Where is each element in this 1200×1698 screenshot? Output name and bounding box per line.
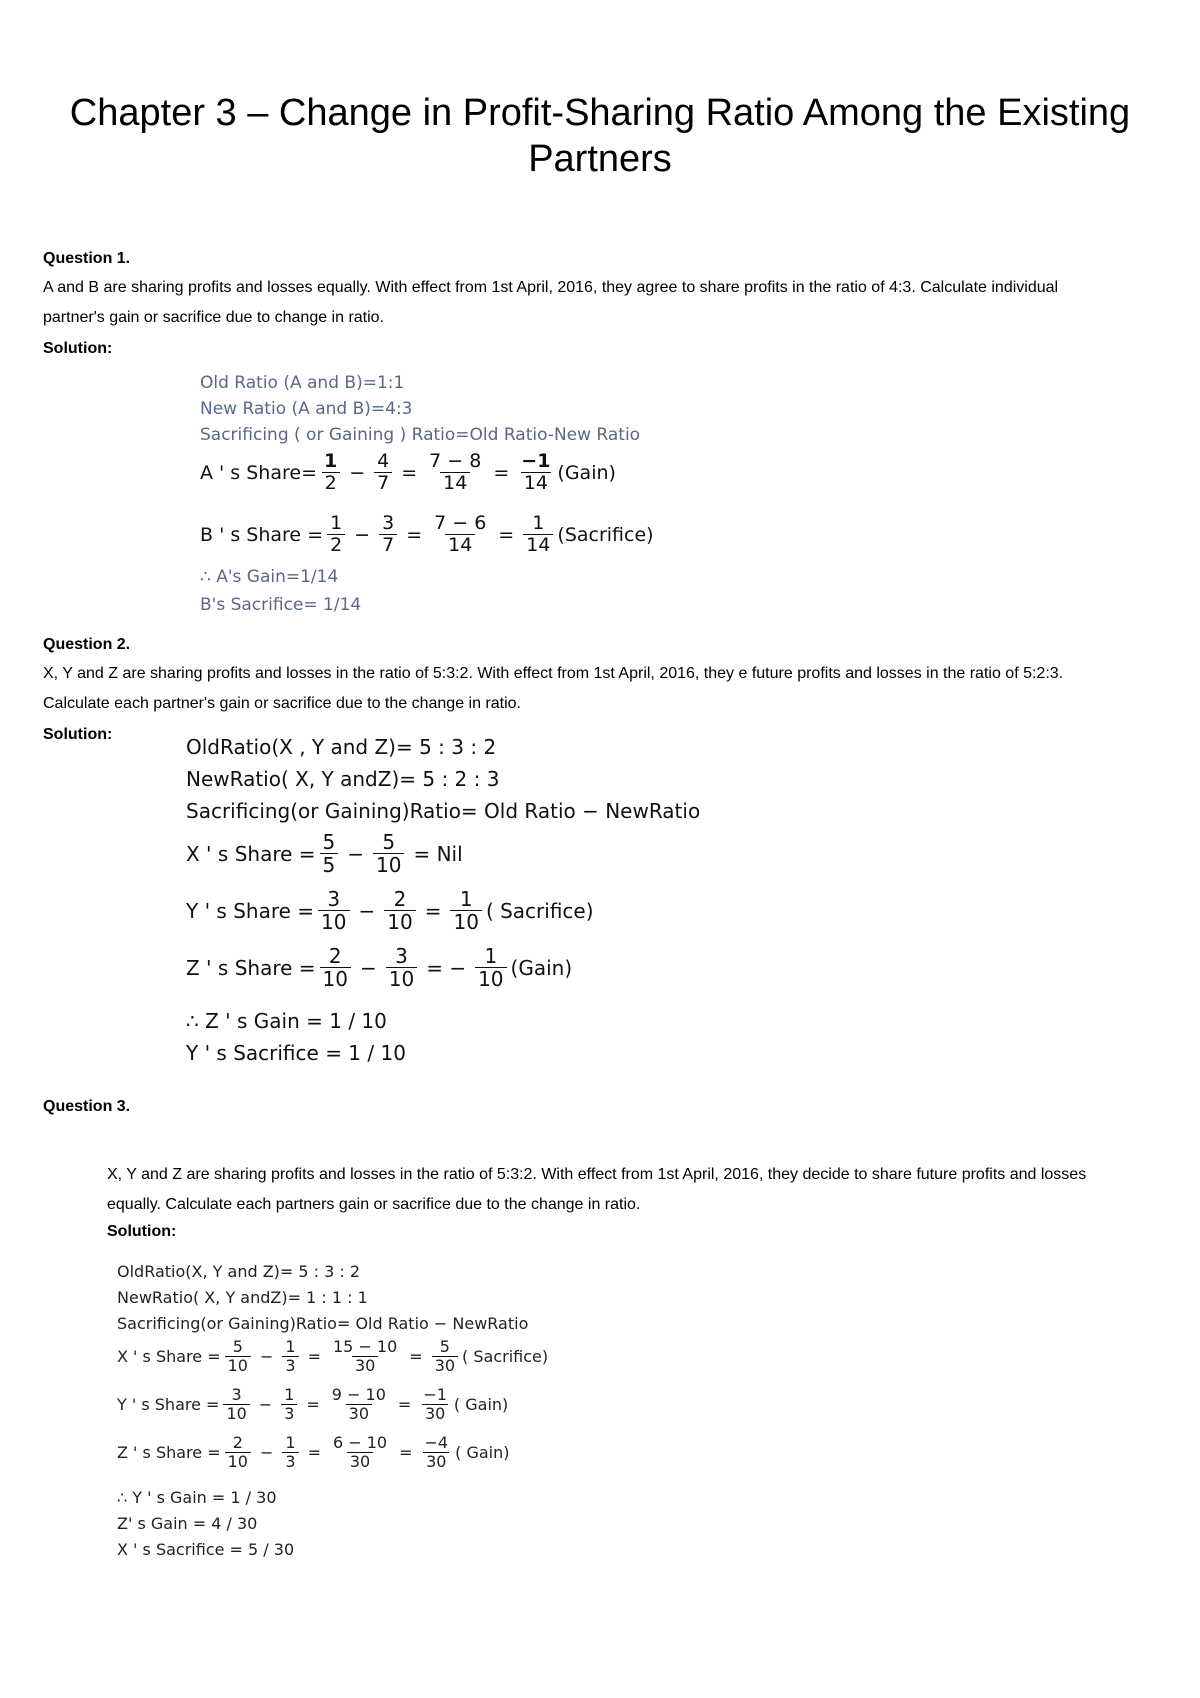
fraction: $\frac{1}{14}$ xyxy=(523,513,553,557)
fraction: $\frac{3}{10}$ xyxy=(223,1386,249,1423)
new-ratio-line: NewRatio( X, Y andZ)= 5 : 2 : 3 xyxy=(186,767,500,791)
old-ratio-line: OldRatio(X, Y and Z)= 5 : 3 : 2 xyxy=(117,1262,361,1281)
fraction: $\frac{5}{10}$ xyxy=(373,831,404,877)
x-share-equation: X ' s Share = $\frac{5}{10}$ − $\frac{1}{3}$ = $\frac{15 - 10}{30}$ = $\frac{5}{30}$ ( Sacrifice) xyxy=(117,1337,549,1375)
new-ratio-line: NewRatio( X, Y andZ)= 1 : 1 : 1 xyxy=(117,1288,368,1307)
fraction: $\frac{5}{30}$ xyxy=(432,1338,458,1375)
question-3-solution-label: Solution: xyxy=(107,1223,177,1240)
fraction: $\frac{-1}{14}$ xyxy=(521,450,551,494)
y-gain-conclusion: ∴ Y ' s Gain = 1 / 30 xyxy=(117,1488,277,1507)
sacrificing-ratio-line: Sacrificing ( or Gaining ) Ratio=Old Ratio-New Ratio xyxy=(200,425,641,445)
fraction: $\frac{2}{10}$ xyxy=(384,888,415,934)
fraction: $\frac{-1}{30}$ xyxy=(423,1385,447,1423)
z-share-equation: Z ' s Share = $\frac{2}{10}$ − $\frac{3}{10}$ = − $\frac{1}{10}$ (Gain) xyxy=(186,944,573,991)
b-share-lhs: B ' s Share = xyxy=(200,523,324,546)
x-share-equation: X ' s Share = $\frac{5}{5}$ − $\frac{5}{10}$ = Nil xyxy=(186,830,463,877)
question-1-text: A and B are sharing profits and losses equally. With effect from 1st April, 2016, they agree to share profits in the ratio of 4:3. Calculate individual partner's gain or sacrifice due to change in ratio. xyxy=(43,279,1059,326)
fraction: $\frac{5}{5}$ xyxy=(320,831,339,877)
y-share-equation: Y ' s Share = $\frac{3}{10}$ − $\frac{2}{10}$ = $\frac{1}{10}$ ( Sacrifice) xyxy=(186,887,594,934)
fraction: $\frac{3}{10}$ xyxy=(318,888,349,934)
b-sacrifice-conclusion: B's Sacrifice= 1/14 xyxy=(200,595,362,615)
question-3-heading: Question 3. xyxy=(43,1098,131,1115)
question-1-solution-label: Solution: xyxy=(43,340,113,357)
old-ratio-line: Old Ratio (A and B)=1:1 xyxy=(200,373,405,393)
old-ratio-line: OldRatio(X , Y and Z)= 5 : 3 : 2 xyxy=(186,735,497,759)
y-sacrifice-conclusion: Y ' s Sacrifice = 1 / 10 xyxy=(186,1041,406,1065)
fraction: $\frac{9 - 10}{30}$ xyxy=(331,1385,386,1423)
fraction: $\frac{1}{3}$ xyxy=(282,1434,298,1471)
new-ratio-line: New Ratio (A and B)=4:3 xyxy=(200,399,413,419)
question-2-solution-label: Solution: xyxy=(43,726,113,743)
fraction: $\frac{7 - 8}{14}$ xyxy=(429,450,482,494)
question-2-text: X, Y and Z are sharing profits and losses in the ratio of 5:3:2. With effect from 1st April, 2016, they e future profits and losses in the ratio of 5:2:3. Calculate each partner's gain or sacrifice due to the change in ratio. xyxy=(43,665,1064,712)
fraction: $\frac{1}{2}$ xyxy=(327,513,345,557)
z-share-equation: Z ' s Share = $\frac{2}{10}$ − $\frac{1}{3}$ = $\frac{6 - 10}{30}$ = $\frac{-4}{30}$ ( Gain) xyxy=(117,1433,510,1471)
fraction: $\frac{15 - 10}{30}$ xyxy=(332,1337,398,1375)
question-2-heading: Question 2. xyxy=(43,636,131,653)
fraction: $\frac{1}{2}$ xyxy=(321,451,340,495)
fraction: $\frac{1}{3}$ xyxy=(282,1338,298,1375)
fraction: $\frac{-4}{30}$ xyxy=(424,1433,449,1471)
a-gain-conclusion: ∴ A's Gain=1/14 xyxy=(200,567,339,587)
x-sacrifice-conclusion: X ' s Sacrifice = 5 / 30 xyxy=(117,1540,295,1559)
fraction: $\frac{6 - 10}{30}$ xyxy=(332,1433,388,1471)
fraction: $\frac{2}{10}$ xyxy=(225,1434,251,1471)
sacrificing-ratio-line: Sacrificing(or Gaining)Ratio= Old Ratio − NewRatio xyxy=(186,799,701,823)
sacrificing-ratio-line: Sacrificing(or Gaining)Ratio= Old Ratio − NewRatio xyxy=(117,1314,529,1333)
a-share-lhs: A ' s Share= xyxy=(200,461,317,484)
fraction: $\frac{1}{10}$ xyxy=(475,945,506,991)
z-gain-conclusion: ∴ Z ' s Gain = 1 / 10 xyxy=(186,1009,387,1033)
fraction: $\frac{1}{10}$ xyxy=(450,888,481,934)
page-title: Chapter 3 – Change in Profit-Sharing Ratio Among the Existing Partners xyxy=(69,92,1131,180)
fraction: $\frac{1}{3}$ xyxy=(281,1386,297,1423)
a-share-equation: A ' s Share= $\frac{1}{2}$ − $\frac{4}{7}$ = $\frac{7 - 8}{14}$ = $\frac{-1}{14}$ (Gain) xyxy=(200,450,616,494)
fraction: $\frac{7 - 6}{14}$ xyxy=(434,512,487,556)
b-share-equation: B ' s Share = $\frac{1}{2}$ − $\frac{3}{7}$ = $\frac{7 - 6}{14}$ = $\frac{1}{14}$ (Sacrifice) xyxy=(200,512,654,556)
question-3-text: X, Y and Z are sharing profits and losses in the ratio of 5:3:2. With effect from 1st April, 2016, they decide to share future profits and losses equally. Calculate each partners gain or sacrifice due to the change in ratio. xyxy=(107,1166,1087,1213)
fraction: $\frac{3}{10}$ xyxy=(386,945,417,991)
fraction: $\frac{4}{7}$ xyxy=(374,451,392,495)
fraction: $\frac{3}{7}$ xyxy=(379,513,397,557)
fraction: $\frac{5}{10}$ xyxy=(225,1338,251,1375)
z-gain-conclusion: Z' s Gain = 4 / 30 xyxy=(117,1514,258,1533)
question-1-heading: Question 1. xyxy=(43,250,131,267)
fraction: $\frac{2}{10}$ xyxy=(320,945,351,991)
y-share-equation: Y ' s Share = $\frac{3}{10}$ − $\frac{1}{3}$ = $\frac{9 - 10}{30}$ = $\frac{-1}{30}$ ( Gain) xyxy=(117,1385,509,1423)
